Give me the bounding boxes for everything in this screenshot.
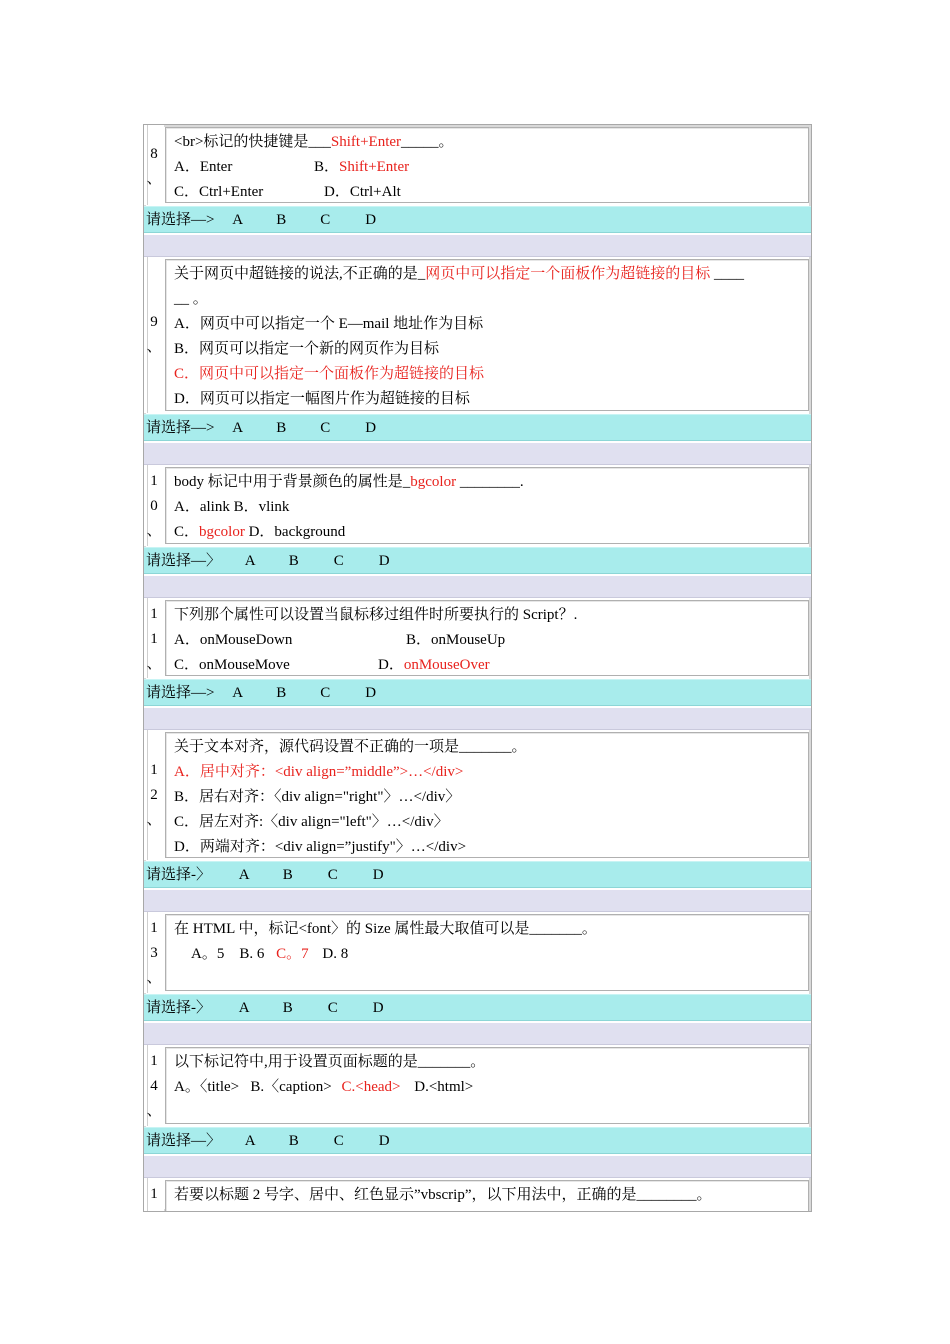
question-number: 1 0 、	[144, 465, 164, 546]
choice-c[interactable]: C	[333, 1133, 344, 1149]
choice-a[interactable]: A	[238, 1000, 250, 1016]
question-stem: 在 HTML 中，标记<font〉的 Size 属性最大取值可以是_______。	[174, 921, 597, 937]
choice-a[interactable]: A	[244, 553, 256, 569]
question-stem: 关于文本对齐，源代码设置不正确的一项是_______。	[174, 739, 527, 755]
question-box	[165, 914, 809, 991]
option-a: A．网页中可以指定一个 E—mail 地址作为目标	[174, 316, 484, 332]
select-prompt: 请选择-〉	[146, 1000, 211, 1016]
separator	[144, 1021, 811, 1045]
separator	[144, 441, 811, 465]
choice-a[interactable]: A	[238, 867, 250, 883]
option-c: C．Ctrl+Enter	[174, 184, 264, 200]
choice-c[interactable]: C	[333, 553, 344, 569]
select-prompt: 请选择—>	[146, 212, 215, 228]
options-row	[174, 942, 808, 967]
option-d: D．Ctrl+Alt	[324, 184, 401, 200]
separator	[144, 574, 811, 598]
choice-c[interactable]: C	[320, 685, 331, 701]
options-row	[174, 628, 808, 653]
choice-a[interactable]: A	[232, 685, 244, 701]
options-row	[174, 180, 808, 205]
option-d: D．onMouseOver	[378, 657, 490, 673]
option-d: D．网页可以指定一幅图片作为超链接的目标	[174, 391, 470, 407]
question-number: 1 1 、	[144, 598, 164, 678]
option-d: D．两端对齐：<div align=”justify"〉…</div>	[174, 839, 467, 855]
answer-select-bar	[144, 1127, 811, 1154]
question-box	[165, 467, 809, 544]
question-stem: 以下标记符中,用于设置页面标题的是_______。	[174, 1054, 486, 1070]
option-b: B．onMouseUp	[406, 632, 506, 648]
select-prompt: 请选择—〉	[146, 1133, 222, 1149]
choice-d[interactable]: D	[365, 420, 377, 436]
question-stem: 关于网页中超链接的说法,不正确的是_网页中可以指定一个面板作为超链接的目标 ____	[174, 266, 745, 282]
choice-c[interactable]: C	[320, 212, 331, 228]
answer-select-bar	[144, 679, 811, 706]
choice-a[interactable]: A	[232, 420, 244, 436]
choice-d[interactable]: D	[365, 685, 377, 701]
question-stem-cont: __ 。	[174, 291, 208, 307]
option-d: D.<html>	[414, 1079, 474, 1095]
option-b: B．网页可以指定一个新的网页作为目标	[174, 341, 440, 357]
question-box	[165, 600, 809, 676]
question-stem: <br>标记的快捷键是___Shift+Enter_____。	[174, 134, 454, 150]
choice-b[interactable]: B	[288, 1133, 299, 1149]
question-number: 9 、	[144, 257, 164, 413]
question-number: 1 3 、	[144, 912, 164, 993]
options-row: C．bgcolor D．background	[174, 524, 346, 540]
choice-c[interactable]: C	[320, 420, 331, 436]
choice-d[interactable]: D	[378, 1133, 390, 1149]
answer-select-bar	[144, 861, 811, 888]
option-c: C．网页中可以指定一个面板作为超链接的目标	[174, 366, 485, 382]
select-prompt: 请选择—>	[146, 685, 215, 701]
quiz-frame	[143, 124, 812, 1212]
separator	[144, 888, 811, 912]
option-b: B．居右对齐：〈div align="right"〉…</div〉	[174, 789, 461, 805]
choice-c[interactable]: C	[327, 867, 338, 883]
choice-b[interactable]: B	[282, 867, 293, 883]
option-ab: A。5 B. 6	[191, 946, 265, 962]
question-stem: 若要以标题 2 号字、居中、红色显示”vbscrip”，以下用法中，正确的是________。	[174, 1187, 712, 1203]
choice-b[interactable]: B	[276, 420, 287, 436]
option-c: C.<head>	[341, 1079, 401, 1095]
choice-b[interactable]: B	[276, 212, 287, 228]
option-b: B．Shift+Enter	[314, 159, 410, 175]
answer-select-bar	[144, 206, 811, 233]
choice-a[interactable]: A	[244, 1133, 256, 1149]
choice-b[interactable]: B	[288, 553, 299, 569]
question-stem: body 标记中用于背景颜色的属性是_bgcolor ________.	[174, 474, 524, 490]
option-a: A．居中对齐：<div align=”middle”>…</div>	[174, 764, 464, 780]
question-number: 1 4 、	[144, 1045, 164, 1126]
choice-d[interactable]: D	[372, 1000, 384, 1016]
question-box	[165, 732, 809, 858]
separator	[144, 1154, 811, 1178]
options-row	[174, 1075, 808, 1100]
select-prompt: 请选择-〉	[146, 867, 211, 883]
choice-b[interactable]: B	[276, 685, 287, 701]
option-ab: A。〈title> B.〈caption>	[174, 1079, 332, 1095]
question-number: 1	[144, 1178, 164, 1211]
option-c: C。7	[276, 946, 309, 962]
answer-select-bar	[144, 994, 811, 1021]
question-number: 1 2 、	[144, 730, 164, 860]
options-row	[174, 155, 808, 180]
question-box	[165, 127, 809, 203]
options-row	[174, 653, 808, 678]
choice-b[interactable]: B	[282, 1000, 293, 1016]
answer-select-bar	[144, 414, 811, 441]
question-box	[165, 259, 809, 411]
separator	[144, 233, 811, 257]
select-prompt: 请选择—>	[146, 420, 215, 436]
choice-a[interactable]: A	[232, 212, 244, 228]
option-c: C．onMouseMove	[174, 657, 290, 673]
choice-c[interactable]: C	[327, 1000, 338, 1016]
question-stem: 下列那个属性可以设置当鼠标移过组件时所要执行的 Script？.	[174, 607, 578, 623]
separator	[144, 706, 811, 730]
choice-d[interactable]: D	[378, 553, 390, 569]
question-number: 8 、	[144, 125, 164, 205]
question-box	[165, 1047, 809, 1124]
answer-select-bar	[144, 547, 811, 574]
options-row: A．alink B．vlink	[174, 499, 290, 515]
question-box	[165, 1180, 809, 1212]
select-prompt: 请选择—〉	[146, 553, 222, 569]
option-d: D. 8	[322, 946, 349, 962]
option-c: C．居左对齐:〈div align="left"〉…</div〉	[174, 814, 449, 830]
choice-d[interactable]: D	[372, 867, 384, 883]
option-a: A．onMouseDown	[174, 632, 293, 648]
option-a: A．Enter	[174, 159, 233, 175]
choice-d[interactable]: D	[365, 212, 377, 228]
